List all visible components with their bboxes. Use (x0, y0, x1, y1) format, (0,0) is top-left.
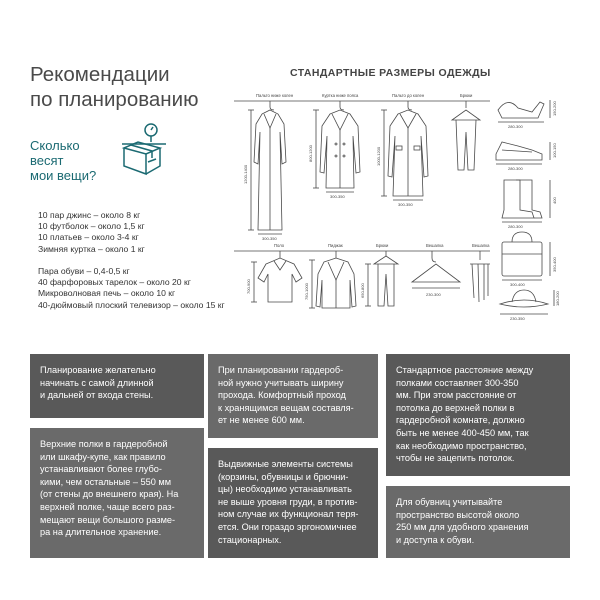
weight-list-clothes (38, 210, 145, 255)
dim-trousers-height: 650-800 (360, 283, 365, 298)
dim-knee-coat-height: 1000-1200 (376, 146, 381, 166)
weight-list-items (38, 266, 225, 311)
dim-sneakers-width: 280-300 (508, 166, 523, 171)
dim-short-jacket-height: 800-1200 (308, 145, 313, 162)
short-jacket-icon (313, 101, 360, 192)
dim-long-coat-height: 1200-1400 (243, 164, 248, 184)
dim-heels-width: 280-300 (508, 124, 523, 129)
list-item: Микроволновая печь – около 10 кг (38, 288, 176, 299)
trousers-icon (365, 251, 398, 306)
accessory-sizes-diagram (492, 92, 560, 324)
hanger-icon (412, 251, 460, 288)
knee-coat-icon (381, 101, 428, 200)
list-item: 10 платьев – около 3-4 кг (38, 232, 139, 243)
boots-icon (502, 180, 550, 222)
dim-polo-height: 700-900 (246, 279, 251, 294)
dim-hat-width: 230-350 (510, 316, 525, 321)
page-title-line1: Рекомендации (30, 63, 170, 86)
weight-title: Сколько весят мои вещи? (30, 138, 97, 183)
page-title (30, 62, 250, 112)
sneakers-icon (496, 142, 550, 164)
label-trousers-2: Брюки (376, 243, 389, 248)
label-knee-coat: Пальто до колен (392, 93, 425, 98)
polo-icon (251, 251, 302, 302)
dim-long-coat-width: 300-350 (262, 236, 277, 241)
label-hanger-2: Вешалка (472, 243, 490, 248)
label-blazer: Пиджак (328, 243, 343, 248)
blazer-icon (309, 251, 356, 308)
dim-blazer-height: 750-1000 (304, 283, 309, 300)
list-item: 10 футболок – около 1,5 кг (38, 221, 145, 232)
dim-bag-height: 350-400 (552, 257, 557, 272)
tip-start-wall: Планирование желательно начинать с самой длинной и дальней от входа стены. (30, 354, 204, 418)
trousers-hanger-icon (452, 101, 480, 170)
label-trousers: Брюки (460, 93, 473, 98)
label-long-coat: Пальто ниже колен (256, 93, 294, 98)
label-hanger: Вешалка (426, 243, 444, 248)
dim-boots-width: 280-300 (508, 224, 523, 229)
heels-icon (498, 100, 550, 122)
list-item: Пара обуви – 0,4-0,5 кг (38, 266, 130, 276)
label-polo: Поло (274, 243, 285, 248)
tip-upper-shelves: Верхние полки в гардеробной или шкафу-купе, как правило устанавливают более глубо- кими, чем остальные – 550 мм (от стены до внешнего края). На верхней полке, чаще всего раз- мещают вещи большого разме- ра на длительное хранение. (30, 428, 204, 558)
long-coat-icon (248, 101, 286, 234)
dim-short-jacket-width: 300-350 (330, 194, 345, 199)
dim-boots-height: 400 (552, 197, 557, 204)
dim-hanger-width: 230-300 (426, 292, 441, 297)
tip-shoe-storage: Для обувниц учитывайте пространство высотой около 250 мм для удобного хранения и доступа к обуви. (386, 486, 570, 558)
scale-with-box-icon (118, 122, 168, 178)
list-item: 40 фарфоровых тарелок – около 20 кг (38, 277, 191, 288)
list-item: Зимняя куртка – около 1 кг (38, 243, 145, 254)
tip-sliding-elements: Выдвижные элементы системы (корзины, обувницы и брючни- цы) необходимо устанавливать не выше уровня груди, в против- ном случае их функционал теря- ется. Они гораздо эргономичнее стационарных. (208, 448, 378, 558)
sizes-title: СТАНДАРТНЫЕ РАЗМЕРЫ ОДЕЖДЫ (290, 67, 491, 79)
skirt-hanger-icon (470, 251, 490, 302)
bag-icon (502, 232, 550, 280)
label-short-jacket: Куртка ниже пояса (322, 93, 359, 98)
dim-heels-height: 150-200 (552, 101, 557, 116)
dim-hat-height: 180-200 (555, 291, 560, 306)
list-item: 40-дюймовый плоский телевизор – около 15 кг (38, 299, 225, 310)
hat-icon (500, 290, 554, 314)
tip-shelf-distance: Стандартное расстояние между полками составляет 300-350 мм. При этом расстояние от потолка до верхней полки в гардеробной комнате, должно быть не менее 400-450 мм, так как необходимо пространство, чтобы не зацепить потолок. (386, 354, 570, 476)
dim-knee-coat-width: 300-350 (398, 202, 413, 207)
dim-bag-width: 300-400 (510, 282, 525, 287)
list-item: 10 пар джинс – около 8 кг (38, 210, 141, 220)
dim-sneakers-height: 100-150 (552, 143, 557, 158)
page-title-line2: по планированию (30, 88, 199, 111)
tip-passage-width: При планировании гардероб- ной нужно учитывать ширину прохода. Комфортный проход к хранящимся вещам составля- ет не менее 600 мм. (208, 354, 378, 438)
